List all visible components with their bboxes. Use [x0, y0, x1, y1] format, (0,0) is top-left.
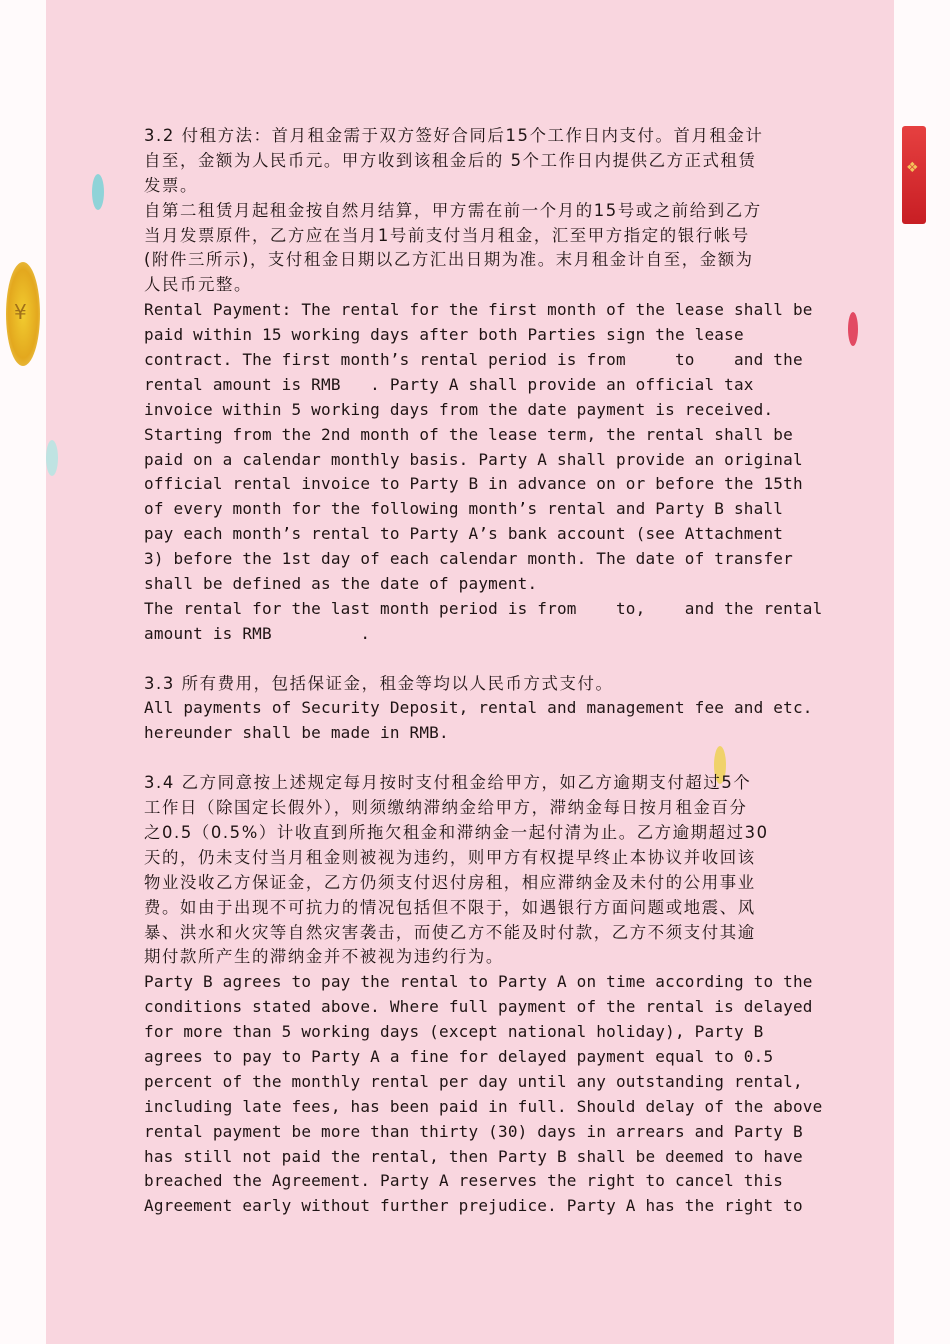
text-line: 3.2 付租方法：首月租金需于双方签好合同后15个工作日内支付。首月租金计: [144, 126, 764, 145]
yuan-icon: ¥: [14, 300, 27, 324]
text-line: 自第二租赁月起租金按自然月结算，甲方需在前一个月的15号或之前给到乙方: [144, 200, 762, 220]
text-line: conditions stated above. Where full payment of the rental is delayed: [144, 997, 813, 1017]
text-line: 之0.5（0.5%）计收直到所拖欠租金和滞纳金一起付清为止。乙方逾期超过30: [144, 822, 769, 842]
text-line: 当月发票原件，乙方应在当月1号前支付当月租金，汇至甲方指定的银行帐号: [144, 225, 750, 245]
text-line: invoice within 5 working days from the date payment is received.: [144, 399, 774, 419]
text-line: 费。如由于出现不可抗力的情况包括但不限于，如遇银行方面问题或地震、风: [144, 897, 756, 917]
red-drop-decoration: [848, 312, 858, 346]
text-line: rental amount is RMB . Party A shall provide an official tax: [144, 374, 754, 394]
text-line: paid within 15 working days after both Parties sign the lease: [144, 325, 744, 345]
text-line: amount is RMB .: [144, 623, 371, 643]
envelope-emblem-icon: ❖: [906, 160, 919, 176]
text-line: The rental for the last month period is from to, and the rental: [144, 598, 823, 618]
text-line: agrees to pay to Party A a fine for delayed payment equal to 0.5: [144, 1046, 774, 1066]
text-line: 物业没收乙方保证金，乙方仍须支付迟付房租，相应滞纳金及未付的公用事业: [144, 872, 756, 892]
text-line: 3) before the 1st day of each calendar month. The date of transfer: [144, 549, 793, 569]
text-line: (附件三所示)，支付租金日期以乙方汇出日期为准。末月租金计自至，金额为: [144, 250, 754, 270]
text-line: Party B agrees to pay the rental to Party A on time according to the: [144, 972, 813, 992]
text-line: 3.4 乙方同意按上述规定每月按时支付租金给甲方，如乙方逾期支付超过5个: [144, 773, 752, 793]
left-margin: [0, 0, 46, 1344]
text-line: pay each month’s rental to Party A’s bank account (see Attachment: [144, 524, 784, 544]
text-line: Rental Payment: The rental for the first month of the lease shall be: [144, 300, 813, 320]
text-line: 人民币元整。: [144, 275, 252, 295]
text-line: has still not paid the rental, then Party B shall be deemed to have: [144, 1146, 803, 1166]
text-line: including late fees, has been paid in full. Should delay of the above: [144, 1096, 823, 1116]
text-line: 工作日（除国定长假外），则须缴纳滞纳金给甲方，滞纳金每日按月租金百分: [144, 798, 748, 818]
text-line: Agreement early without further prejudice. Party A has the right to: [144, 1196, 803, 1216]
text-line: paid on a calendar monthly basis. Party A shall provide an original: [144, 449, 803, 469]
text-line: 天的，仍未支付当月租金则被视为违约，则甲方有权提早终止本协议并收回该: [144, 847, 756, 867]
contract-text: [144, 124, 824, 1219]
teal-drop-decoration: [92, 174, 104, 210]
text-line: Starting from the 2nd month of the lease term, the rental shall be: [144, 424, 793, 444]
text-line: 期付款所产生的滞纳金并不被视为违约行为。: [144, 947, 504, 967]
text-line: contract. The first month’s rental period is from to and the: [144, 350, 803, 370]
teal-drop-decoration: [46, 440, 58, 476]
text-line: official rental invoice to Party B in advance on or before the 15th: [144, 474, 803, 494]
text-line: shall be defined as the date of payment.: [144, 574, 538, 594]
text-line: rental payment be more than thirty (30) days in arrears and Party B: [144, 1121, 803, 1141]
text-line: 自至，金额为人民币元。甲方收到该租金后的 5个工作日内提供乙方正式租赁: [144, 150, 757, 170]
text-line: of every month for the following month’s rental and Party B shall: [144, 499, 784, 519]
text-line: 3.3 所有费用，包括保证金，租金等均以人民币方式支付。: [144, 673, 614, 693]
text-line: 暴、洪水和火灾等自然灾害袭击，而使乙方不能及时付款，乙方不须支付其逾: [144, 922, 756, 942]
text-line: for more than 5 working days (except national holiday), Party B: [144, 1022, 764, 1042]
text-line: [144, 746, 824, 771]
text-line: All payments of Security Deposit, rental and management fee and etc.: [144, 698, 813, 718]
text-line: hereunder shall be made in RMB.: [144, 723, 449, 743]
text-line: 发票。: [144, 175, 198, 195]
text-line: breached the Agreement. Party A reserves the right to cancel this: [144, 1171, 784, 1191]
text-line: [144, 647, 824, 672]
text-line: percent of the monthly rental per day until any outstanding rental,: [144, 1071, 803, 1091]
